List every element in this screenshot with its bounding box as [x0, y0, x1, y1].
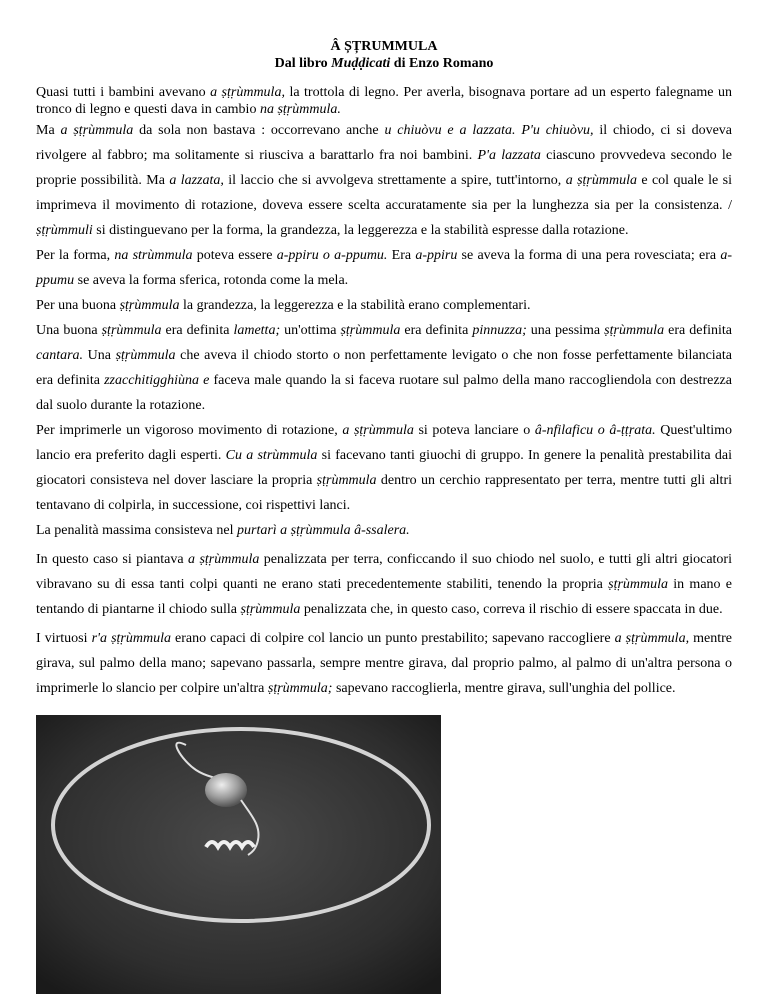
- dialect-term: a-ppiru o a-ppumu.: [276, 248, 388, 263]
- dialect-term: zzacchitigghiùna e: [104, 373, 210, 388]
- text-run: La penalità massima consisteva nel: [36, 523, 237, 538]
- paragraph: [36, 84, 732, 118]
- text-run: era definita: [664, 323, 732, 338]
- body-text: [36, 84, 732, 701]
- text-run: mentre girava, sul palmo della mano; sapevano passarla, sempre mentre girava, dal proprio palmo, al palmo di un'altra persona o imprimerle lo slancio per colpire un'altra: [36, 631, 733, 696]
- text-run: poteva essere: [192, 248, 277, 263]
- text-run: Quasi tutti i bambini avevano: [36, 85, 211, 100]
- spinning-top-image: [36, 715, 441, 994]
- dialect-term: ṣṭṛùmmula;: [267, 681, 333, 696]
- dialect-term: lametta;: [233, 323, 281, 338]
- text-run: il chiodo, ci si doveva rivolgere al fabbro; ma solitamente si riusciva a barattarlo fra noi bambini.: [36, 123, 732, 163]
- dialect-term: ṣṭṛùmmuli: [36, 223, 93, 238]
- dialect-term: ṣṭṛùmmula: [608, 577, 669, 592]
- dialect-term: ṣṭṛùmmula: [604, 323, 665, 338]
- dialect-term: ṣṭṛùmmula: [119, 298, 180, 313]
- dialect-term: u chiuòvu e a lazzata. P'u chiuòvu,: [384, 123, 594, 138]
- dialect-term: ṣṭṛùmmula: [240, 602, 301, 617]
- text-run: la grandezza, la leggerezza e la stabilità erano complementari.: [179, 298, 531, 313]
- text-run: sapevano raccoglierla, mentre girava, sull'unghia del pollice.: [332, 681, 676, 696]
- text-run: Per imprimerle un vigoroso movimento di rotazione,: [36, 423, 343, 438]
- text-run: Era: [387, 248, 416, 263]
- paragraph: [36, 293, 732, 318]
- text-run: che aveva il chiodo storto o non perfettamente levigato o che non fosse perfettamente bilanciata era definita: [36, 348, 732, 388]
- dialect-term: na strùmmula: [114, 248, 193, 263]
- text-run: faceva male quando la si faceva ruotare sul palmo della mano raccogliendola con destrezza dal suolo durante la rotazione.: [36, 373, 732, 413]
- dialect-term: ṣṭṛùmmula: [316, 473, 377, 488]
- paragraph: [36, 243, 732, 293]
- dialect-term: â-nfilaficu o â-ṭṭṛata.: [534, 423, 656, 438]
- text-run: se aveva la forma sferica, rotonda come la mela.: [74, 273, 349, 288]
- subtitle-suffix: di Enzo Romano: [390, 56, 494, 71]
- text-run: in mano e tentando di piantarne il chiodo sulla: [36, 577, 732, 617]
- dialect-term: a-ppumu: [36, 248, 732, 288]
- dialect-term: ṣṭṛùmmula: [340, 323, 401, 338]
- dialect-term: a ṣṭṛùmmula: [188, 552, 260, 567]
- paragraph: [36, 626, 732, 701]
- text-run: il laccio che si avvolgeva strettamente a spire, tutt'intorno,: [223, 173, 566, 188]
- text-run: era definita: [400, 323, 473, 338]
- text-run: I virtuosi: [36, 631, 92, 646]
- dialect-term: a ṣṭṛùmmula: [60, 123, 134, 138]
- text-run: si distinguevano per la forma, la grandezza, la leggerezza e la stabilità espresse dalla rotazione.: [92, 223, 629, 238]
- text-run: Per la forma,: [36, 248, 115, 263]
- text-run: Ma: [36, 123, 61, 138]
- dialect-term: na ṣṭṛùmmula.: [259, 102, 341, 117]
- dialect-term: P'a lazzata: [477, 148, 541, 163]
- text-run: si poteva lanciare o: [413, 423, 535, 438]
- dialect-term: a ṣṭṛùmmula,: [210, 85, 285, 100]
- dialect-term: a ṣṭṛùmmula: [342, 423, 414, 438]
- paragraph: [36, 118, 732, 243]
- paragraph: [36, 418, 732, 518]
- text-run: Per una buona: [36, 298, 120, 313]
- document-title: Â ȘȚRUMMULA: [330, 39, 438, 54]
- subtitle-prefix: Dal libro: [274, 56, 332, 71]
- dialect-term: a lazzata,: [169, 173, 224, 188]
- dialect-term: Cu a strùmmula: [225, 448, 318, 463]
- text-run: In questo caso si piantava: [36, 552, 189, 567]
- text-run: Quest'ultimo lancio era preferito dagli esperti.: [36, 423, 733, 463]
- dialect-term: ṣṭṛùmmula: [101, 323, 162, 338]
- text-run: Una: [83, 348, 116, 363]
- spinning-top-photo: [36, 715, 441, 994]
- text-run: era definita: [161, 323, 234, 338]
- text-run: un'ottima: [280, 323, 341, 338]
- text-run: da sola non bastava : occorrevano anche: [133, 123, 385, 138]
- paragraph: [36, 547, 732, 622]
- dialect-term: cantara.: [36, 348, 84, 363]
- dialect-term: ṣṭṛùmmula: [115, 348, 176, 363]
- paragraph: [36, 518, 732, 543]
- book-title: Muḍḍicati: [331, 56, 391, 71]
- text-run: erano capaci di colpire col lancio un punto prestabilito; sapevano raccogliere: [170, 631, 615, 646]
- text-run: Una buona: [36, 323, 102, 338]
- text-run: ciascuno provvedeva secondo le proprie possibilità. Ma: [36, 148, 732, 188]
- dialect-term: purtarì a ṣṭṛùmmula â-ssalera.: [237, 523, 410, 538]
- dialect-term: a-ppiru: [415, 248, 458, 263]
- dialect-term: r'a ṣṭṛùmmula: [91, 631, 171, 646]
- dialect-term: a ṣṭṛùmmula,: [614, 631, 690, 646]
- paragraph: [36, 318, 732, 418]
- document-subtitle: [36, 55, 732, 72]
- dialect-term: pinnuzza;: [472, 323, 527, 338]
- text-run: la trottola di legno. Per averla, bisognava portare ad un esperto falegname un tronco di legno e questi dava in cambio: [36, 85, 732, 117]
- text-run: dentro un cerchio rappresentato per terra, mentre tutti gli altri tentavano di colpirla, in successione, coi rispettivi lanci.: [36, 473, 732, 513]
- text-run: penalizzata che, in questo caso, correva il rischio di essere spaccata in due.: [300, 602, 723, 617]
- document-page: [36, 38, 732, 701]
- text-run: se aveva la forma di una pera rovesciata; era: [457, 248, 721, 263]
- text-run: una pessima: [526, 323, 605, 338]
- text-run: penalizzata per terra, conficcando il suo chiodo nel suolo, e tutti gli altri giocatori vibravano su di essa tanti colpi quanti ne erano stati precedentemente stabiliti, tenendo la propria: [36, 552, 732, 592]
- text-run: e col quale le si imprimeva il movimento di rotazione, doveva essere scelta accuratamente sia per la lunghezza sia per la consistenza. /: [36, 173, 732, 213]
- text-run: si facevano tanti giuochi di gruppo. In genere la penalità prestabilita dai giocatori consisteva nel dover lasciare la propria: [36, 448, 733, 488]
- dialect-term: a ṣṭṛùmmula: [565, 173, 637, 188]
